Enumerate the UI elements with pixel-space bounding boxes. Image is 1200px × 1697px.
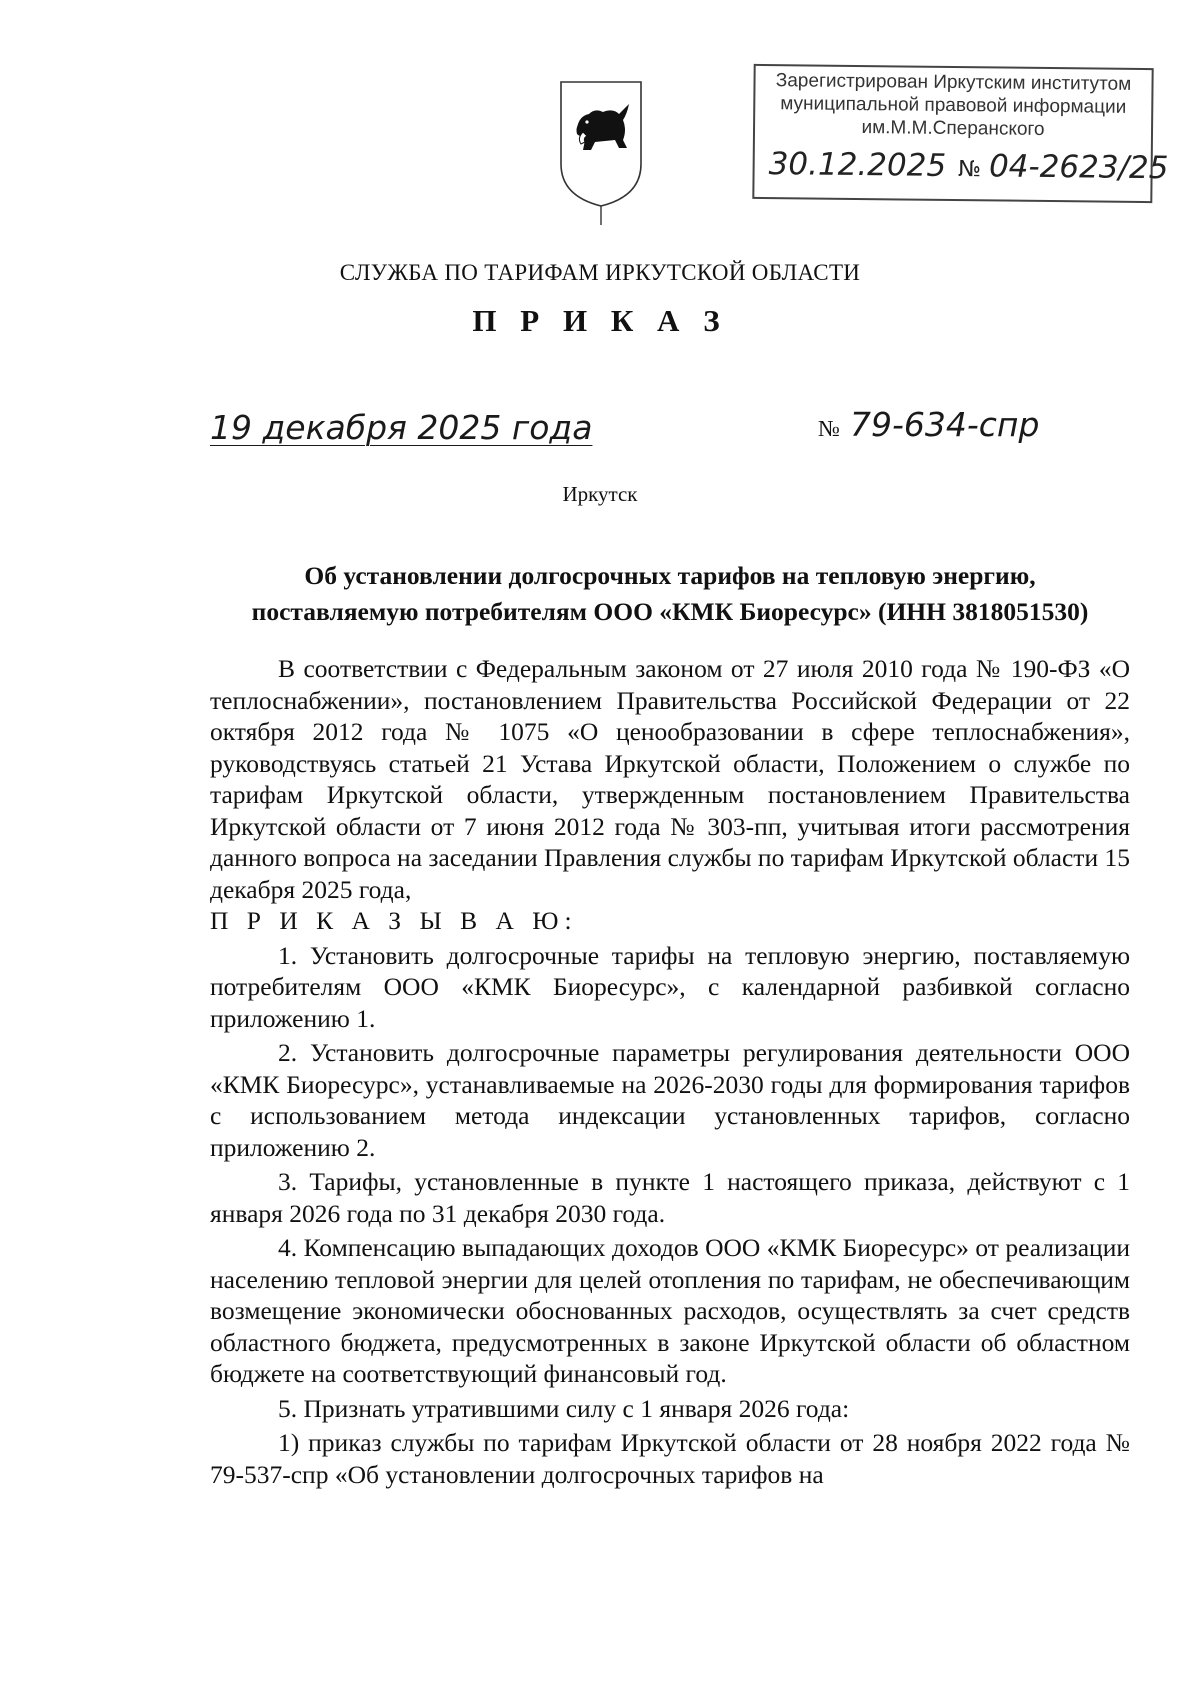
order-body <box>210 653 1130 1490</box>
order-number-sign: № <box>818 416 840 441</box>
order-item-5: 5. Признать утратившими силу с 1 января 2026 года: <box>278 1393 850 1423</box>
order-item-1: 1. Установить долгосрочные тарифы на тепловую энергию, поставляемую потребителям ООО «КМК Биоресурс», с календарной разбивкой согласно приложению 1. <box>210 940 1130 1033</box>
order-subject <box>210 558 1130 630</box>
stamp-line-2: муниципальной правовой информации <box>780 93 1127 118</box>
order-number-value: 79-634-спр <box>849 405 1040 444</box>
order-subitem-1: 1) приказ службы по тарифам Иркутской области от 28 ноября 2022 года № 79-537-спр «Об установлении долгосрочных тарифов на <box>210 1428 1130 1489</box>
order-item-4: 4. Компенсацию выпадающих доходов ООО «КМК Биоресурс» от реализации населению тепловой энергии для целей отопления по тарифам, не обеспечивающим возмещение экономически обоснованных расходов, осуществлять за счет средств областного бюджета, предусмотренных в законе Иркутской области об областном бюджете на соответствующий финансовый год. <box>210 1233 1130 1388</box>
order-item-3: 3. Тарифы, установленные в пункте 1 настоящего приказа, действуют с 1 января 2026 года по 31 декабря 2030 года. <box>210 1167 1130 1228</box>
order-date: 19 декабря 2025 года <box>210 408 593 447</box>
order-item-2: 2. Установить долгосрочные параметры регулирования деятельности ООО «КМК Биоресурс», устанавливаемые на 2026-2030 годы для формирования тарифов с использованием метода индексации установленных тарифов, согласно приложению 2. <box>210 1038 1130 1162</box>
service-name: СЛУЖБА ПО ТАРИФАМ ИРКУТСКОЙ ОБЛАСТИ <box>339 260 861 285</box>
stamp-line-1: Зарегистрирован Иркутским институтом <box>775 70 1132 95</box>
stamp-number: 04-2623/25 <box>988 148 1169 187</box>
stamp-line-3: им.М.М.Сперанского <box>861 117 1045 140</box>
order-subject-line-1: Об установлении долгосрочных тарифов на тепловую энергию, <box>304 561 1036 590</box>
registration-stamp <box>752 64 1169 203</box>
stamp-number-sign: № <box>957 157 982 183</box>
order-number <box>818 405 1039 444</box>
order-subject-line-2: поставляемую потребителям ООО «КМК Биоресурс» (ИНН 3818051530) <box>251 597 1089 626</box>
preamble-paragraph: В соответствии с Федеральным законом от 27 июля 2010 года № 190-ФЗ «О теплоснабжении», постановлением Правительства Российской Федерации от 22 октября 2012 года № 1075 «О ценообразовании в сфере теплоснабжения», руководствуясь статьей 21 Устава Иркутской области, Положением о службе по тарифам Иркутской области, утвержденным постановлением Правительства Иркутской области от 7 июня 2012 года № 303-пп, учитывая итоги рассмотрения данного вопроса на заседании Правления службы по тарифам Иркутской области 15 декабря 2025 года, <box>210 654 1130 904</box>
irkutsk-coat-of-arms-icon <box>555 78 647 226</box>
stamp-date: 30.12.2025 <box>768 146 947 184</box>
stamp-registration-entry <box>768 146 1169 187</box>
order-word: П Р И К А З Ы В А Ю: <box>210 906 578 935</box>
city: Иркутск <box>562 482 638 506</box>
order-title: П Р И К А З <box>472 303 728 338</box>
